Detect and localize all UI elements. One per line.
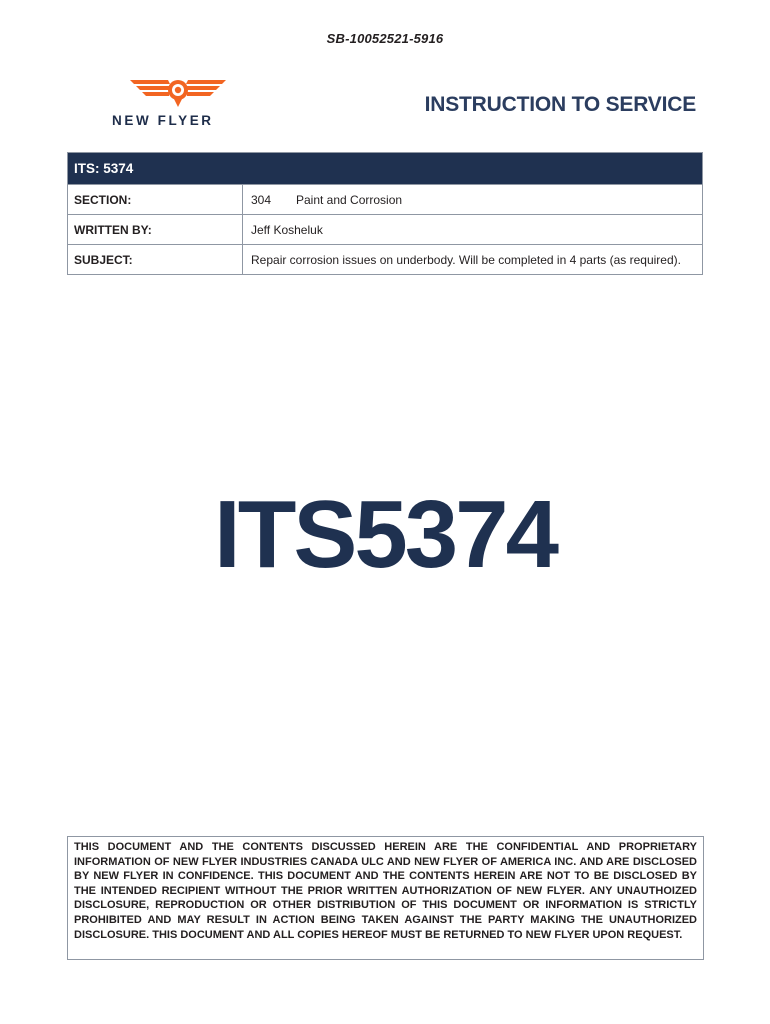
info-table xyxy=(67,152,703,275)
written-by-value: Jeff Kosheluk xyxy=(251,222,323,237)
its-big-title: ITS5374 xyxy=(214,481,556,588)
new-flyer-logo xyxy=(110,76,250,132)
confidentiality-disclaimer: THIS DOCUMENT AND THE CONTENTS DISCUSSED HEREIN ARE THE CONFIDENTIAL AND PROPRIETARY INFORMATION OF NEW FLYER INDUSTRIES CANADA ULC AND NEW FLYER OF AMERICA INC. AND ARE DISCLOSED BY NEW FLYER IN CONFIDENCE. THIS DOCUMENT AND THE CONTENTS HEREIN ARE NOT TO BE DISCLOSED BY THE INTENDED RECIPIENT WITHOUT THE PRIOR WRITTEN AUTHORIZATION OF NEW FLYER. ANY UNAUTHOIZED DISCLOSURE, REPRODUCTION OR OTHER DISTRIBUTION OF THIS DOCUMENT OR INFORMATION IS STRICTLY PROHIBITED AND MAY RESULT IN ACTION BEING TAKEN AGAINST THE PARTY MAKING THE UNAUTHORIZED DISCLOSURE. THIS DOCUMENT AND ALL COPIES HEREOF MUST BE RETURNED TO NEW FLYER UPON REQUEST. xyxy=(67,836,704,960)
wings-emblem-icon xyxy=(128,76,228,110)
section-label: SECTION: xyxy=(68,185,243,214)
written-by-row xyxy=(68,214,702,244)
written-by-label: WRITTEN BY: xyxy=(68,215,243,244)
subject-label: SUBJECT: xyxy=(68,245,243,274)
section-row xyxy=(68,184,702,214)
section-name: Paint and Corrosion xyxy=(296,192,403,207)
subject-value: Repair corrosion issues on underbody. Will be completed in 4 parts (as required). xyxy=(251,252,681,267)
document-type-title: INSTRUCTION TO SERVICE xyxy=(424,93,696,116)
its-number-header: ITS: 5374 xyxy=(68,153,702,184)
section-number: 304 xyxy=(251,192,272,207)
section-value xyxy=(243,185,702,214)
document-id: SB-10052521-5916 xyxy=(326,31,444,46)
subject-row xyxy=(68,244,702,274)
logo-text: NEW FLYER xyxy=(112,113,214,128)
